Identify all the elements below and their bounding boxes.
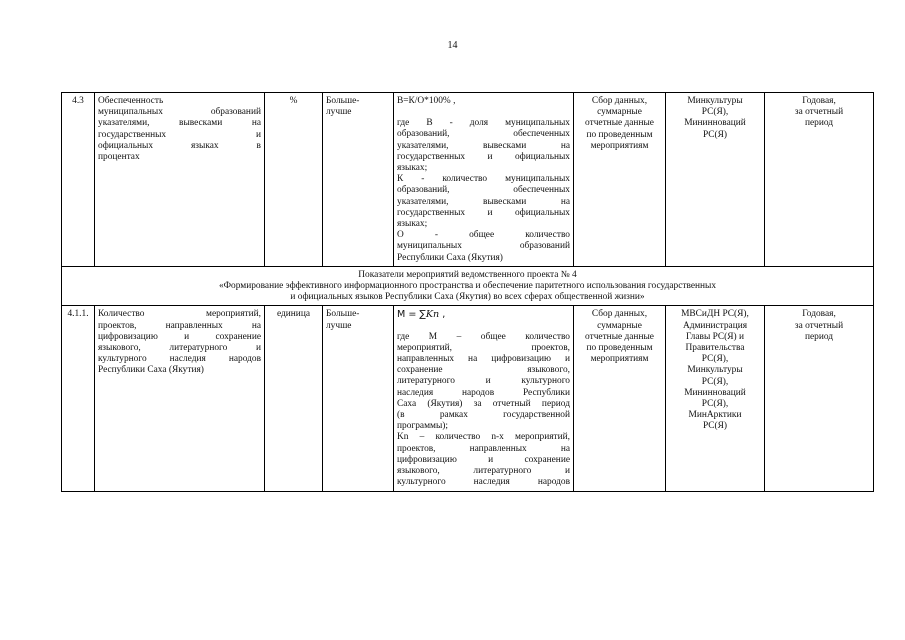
unit-value: %: [289, 96, 298, 106]
name-line: языкового, литературного и: [98, 343, 261, 354]
method-line: программы);: [397, 421, 448, 432]
method-line: указателями, вывесками на: [397, 196, 570, 207]
name-line: указателями, вывесками на: [98, 118, 261, 129]
method-line: направленных на цифровизацию и: [397, 354, 570, 365]
method-line: наследия народов Республики: [397, 387, 570, 398]
name-line: Количество мероприятий,: [98, 309, 261, 320]
table-row-4-1-1: [62, 306, 874, 491]
method-line: литературного и культурного: [397, 376, 570, 387]
source-line: по проведенным: [586, 343, 653, 354]
formula: В=К/О*100% ,: [397, 96, 456, 106]
name-line: Обеспеченность: [98, 96, 164, 106]
period-line: за отчетный: [794, 107, 844, 118]
responsible-line: Администрация: [682, 320, 748, 331]
source-line: отчетные данные: [585, 118, 654, 129]
cell-calculation-method: [394, 93, 574, 267]
source-line: отчетные данные: [585, 331, 654, 342]
source-line: по проведенным: [586, 129, 653, 140]
method-line: государственных и официальных: [397, 207, 570, 218]
method-line: Саха (Якутия) за отчетный период: [397, 398, 570, 409]
period-line: период: [804, 331, 834, 342]
source-line: суммарные: [597, 320, 642, 331]
cell-unit: [265, 93, 323, 267]
method-line: муниципальных образований: [397, 241, 570, 252]
section-header: [62, 266, 874, 306]
source-line: Сбор данных,: [591, 309, 648, 320]
responsible-line: МинАрктики: [688, 410, 742, 421]
method-line: цифровизацию и сохранение: [397, 454, 570, 465]
method-line: где В - доля муниципальных: [397, 118, 570, 129]
name-line: цифровизацию и сохранение: [98, 331, 261, 342]
cell-unit: [265, 306, 323, 491]
cell-indicator-name: [95, 306, 265, 491]
responsible-line: Мининноваций: [684, 387, 746, 398]
period-line: Годовая,: [802, 96, 836, 106]
section-header-line: Показатели мероприятий ведомственного проекта № 4: [358, 269, 577, 280]
formula-variable: Kn: [425, 309, 440, 321]
responsible-line: Минкультуры: [687, 96, 743, 106]
cell-responsible: [666, 93, 765, 267]
responsible-line: Минкультуры: [687, 365, 743, 376]
method-line: Kn – количество n-х мероприятий,: [397, 432, 570, 443]
responsible-line: Правительства: [685, 343, 745, 354]
cell-responsible: [666, 306, 765, 491]
cell-direction: [323, 306, 394, 491]
period-line: за отчетный: [794, 320, 844, 331]
name-line: процентах: [98, 152, 140, 163]
table-row-4-3: [62, 93, 874, 267]
cell-indicator-name: [95, 93, 265, 267]
method-line: Республики Саха (Якутия): [397, 252, 503, 263]
responsible-line: Главы РС(Я) и: [685, 331, 745, 342]
row-number: 4.1.1.: [67, 309, 89, 320]
name-line: муниципальных образований: [98, 107, 261, 118]
formula-lhs: M =: [397, 309, 420, 321]
method-line: проектов, направленных на: [397, 443, 570, 454]
method-line: сохранение языкового,: [397, 365, 570, 376]
section-header-row: [62, 266, 874, 306]
method-line: О - общее количество: [397, 230, 570, 241]
source-line: мероприятиям: [590, 140, 649, 151]
period-line: период: [804, 118, 834, 129]
page-number: 14: [447, 40, 458, 51]
method-line: языках;: [397, 163, 428, 174]
responsible-line: РС(Я),: [701, 107, 729, 118]
direction-line: Больше-: [326, 309, 360, 320]
name-line: государственных и: [98, 129, 261, 140]
section-header-line: и официальных языков Республики Саха (Якутия) во всех сферах общественной жизни»: [290, 292, 645, 303]
cell-data-source: [574, 306, 666, 491]
method-line: (в рамках государственной: [397, 410, 570, 421]
sum-symbol: ∑: [419, 309, 426, 321]
responsible-line: РС(Я): [702, 421, 728, 432]
name-line: проектов, направленных на: [98, 320, 261, 331]
method-line: образований, обеспеченных: [397, 129, 570, 140]
method-line: языках;: [397, 219, 428, 230]
indicators-table: [61, 92, 874, 492]
method-line: языкового, литературного и: [397, 466, 570, 477]
cell-number: [62, 93, 95, 267]
section-header-line: «Формирование эффективного информационного пространства и обеспечение паритетного использования государственных: [218, 281, 717, 292]
method-line: где М – общее количество: [397, 331, 570, 342]
row-number: 4.3: [72, 96, 84, 106]
name-line: Республики Саха (Якутия): [98, 365, 204, 376]
responsible-line: РС(Я): [702, 129, 728, 140]
method-line: государственных и официальных: [397, 151, 570, 162]
direction-line: лучше: [326, 107, 352, 118]
name-line: официальных языках в: [98, 140, 261, 151]
method-line: К - количество муниципальных: [397, 174, 570, 185]
cell-periodicity: [765, 306, 874, 491]
source-line: суммарные: [597, 107, 642, 118]
method-line: мероприятий, проектов,: [397, 342, 570, 353]
source-line: мероприятиям: [590, 354, 649, 365]
source-line: Сбор данных,: [591, 96, 648, 106]
responsible-line: РС(Я),: [701, 376, 729, 387]
cell-number: [62, 306, 95, 491]
responsible-line: Мининноваций: [684, 118, 746, 129]
unit-value: единица: [276, 309, 311, 320]
cell-direction: [323, 93, 394, 267]
method-line: культурного наследия народов: [397, 477, 570, 488]
period-line: Годовая,: [802, 309, 836, 320]
cell-periodicity: [765, 93, 874, 267]
method-line: указателями, вывесками на: [397, 140, 570, 151]
responsible-line: РС(Я),: [701, 399, 729, 410]
responsible-line: МВСиДН РС(Я),: [681, 309, 749, 320]
cell-data-source: [574, 93, 666, 267]
formula-tail: ,: [439, 309, 446, 321]
direction-line: Больше-: [326, 96, 360, 106]
method-line: образований, обеспеченных: [397, 185, 570, 196]
responsible-line: РС(Я),: [701, 354, 729, 365]
formula: [397, 309, 570, 320]
direction-line: лучше: [326, 320, 352, 331]
cell-calculation-method: [394, 306, 574, 491]
name-line: культурного наследия народов: [98, 354, 261, 365]
